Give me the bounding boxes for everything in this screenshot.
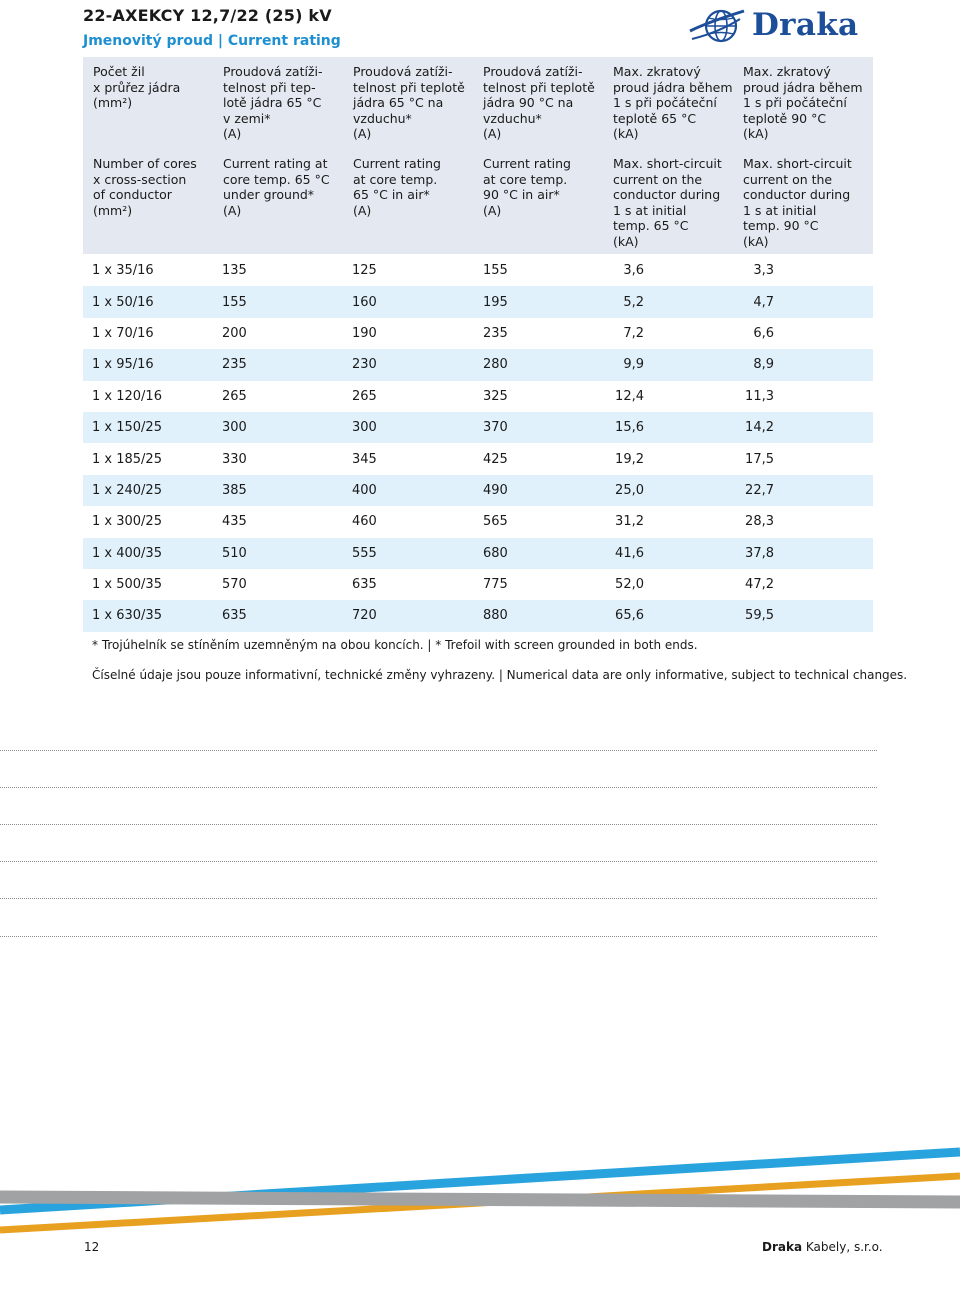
- cell-air-65: 345: [352, 451, 377, 467]
- cell-short-90: 11,3: [745, 388, 774, 404]
- header-cz-air-65: Proudová zatíži- telnost při teplotě jádra 65 °C na vzduchu* (A): [353, 64, 465, 142]
- cell-air-65: 720: [352, 608, 377, 624]
- cell-short-90: 3,3: [753, 263, 774, 279]
- header-en-ground-65: Current rating at core temp. 65 °C under ground* (A): [223, 156, 330, 218]
- cell-short-65: 25,0: [615, 482, 644, 498]
- table-row: [83, 349, 873, 380]
- table-row: [83, 255, 873, 286]
- cell-ground-65: 510: [222, 545, 247, 561]
- cell-air-65: 230: [352, 357, 377, 373]
- header-en-cores: Number of cores x cross-section of conductor (mm²): [93, 156, 197, 218]
- decorative-stripes: [0, 1140, 960, 1240]
- cell-air-90: 880: [483, 608, 508, 624]
- header-cz-cores: Počet žil x průřez jádra (mm²): [93, 64, 181, 111]
- cell-short-65: 19,2: [615, 451, 644, 467]
- cell-air-90: 235: [483, 325, 508, 341]
- cell-short-90: 37,8: [745, 545, 774, 561]
- document-subtitle: Jmenovitý proud | Current rating: [83, 33, 341, 49]
- cell-cores: 1 x 95/16: [92, 357, 154, 373]
- cell-cores: 1 x 300/25: [92, 514, 162, 530]
- header-cz-ground-65: Proudová zatíži- telnost při tep- lotě jádra 65 °C v zemi* (A): [223, 64, 323, 142]
- cell-short-65: 7,2: [623, 325, 644, 341]
- cell-short-65: 3,6: [623, 263, 644, 279]
- cell-short-90: 47,2: [745, 577, 774, 593]
- cell-ground-65: 200: [222, 325, 247, 341]
- cell-cores: 1 x 120/16: [92, 388, 162, 404]
- cell-air-90: 155: [483, 263, 508, 279]
- cell-air-65: 265: [352, 388, 377, 404]
- cell-short-90: 8,9: [753, 357, 774, 373]
- disclaimer-note: Číselné údaje jsou pouze informativní, technické změny vyhrazeny. | Numerical data are only informative, subject to technical changes.: [92, 668, 908, 682]
- logo-wordmark: Draka: [752, 7, 859, 43]
- cell-air-65: 555: [352, 545, 377, 561]
- cell-air-65: 300: [352, 420, 377, 436]
- cell-short-90: 17,5: [745, 451, 774, 467]
- cell-short-65: 9,9: [623, 357, 644, 373]
- table-header: [83, 57, 873, 254]
- cell-cores: 1 x 70/16: [92, 325, 154, 341]
- header-cz-short-65: Max. zkratový proud jádra během 1 s při počáteční teplotě 65 °C (kA): [613, 64, 733, 142]
- writing-line: [0, 824, 877, 825]
- cell-air-90: 490: [483, 482, 508, 498]
- table-row: [83, 538, 873, 569]
- cell-ground-65: 570: [222, 577, 247, 593]
- cell-short-65: 52,0: [615, 577, 644, 593]
- cell-short-65: 12,4: [615, 388, 644, 404]
- cell-short-90: 22,7: [745, 482, 774, 498]
- cell-cores: 1 x 630/35: [92, 608, 162, 624]
- cell-air-65: 125: [352, 263, 377, 279]
- cell-short-65: 5,2: [623, 294, 644, 310]
- writing-line: [0, 787, 877, 788]
- cell-air-65: 635: [352, 577, 377, 593]
- table-row: [83, 412, 873, 443]
- cell-ground-65: 635: [222, 608, 247, 624]
- draka-logo: [688, 4, 878, 46]
- header-cz-air-90: Proudová zatíži- telnost při teplotě jádra 90 °C na vzduchu* (A): [483, 64, 595, 142]
- cell-ground-65: 135: [222, 263, 247, 279]
- cell-air-90: 370: [483, 420, 508, 436]
- cell-short-90: 6,6: [753, 325, 774, 341]
- cell-ground-65: 265: [222, 388, 247, 404]
- table-row: [83, 600, 873, 631]
- cell-ground-65: 330: [222, 451, 247, 467]
- header-en-short-65: Max. short-circuit current on the conductor during 1 s at initial temp. 65 °C (kA): [613, 156, 722, 249]
- table-row: [83, 318, 873, 349]
- table-row: [83, 443, 873, 474]
- cell-short-65: 31,2: [615, 514, 644, 530]
- page-number: 12: [84, 1240, 100, 1254]
- writing-line: [0, 898, 877, 899]
- writing-line: [0, 861, 877, 862]
- globe-swoosh-icon: [688, 5, 746, 45]
- cell-air-65: 460: [352, 514, 377, 530]
- table-row: [83, 475, 873, 506]
- cell-ground-65: 300: [222, 420, 247, 436]
- table-row: [83, 506, 873, 537]
- cell-cores: 1 x 35/16: [92, 263, 154, 279]
- table-row: [83, 286, 873, 317]
- cell-air-65: 160: [352, 294, 377, 310]
- cell-ground-65: 235: [222, 357, 247, 373]
- cell-cores: 1 x 150/25: [92, 420, 162, 436]
- cell-air-90: 565: [483, 514, 508, 530]
- header-en-air-65: Current rating at core temp. 65 °C in air* (A): [353, 156, 441, 218]
- header-en-air-90: Current rating at core temp. 90 °C in air* (A): [483, 156, 571, 218]
- cell-short-90: 4,7: [753, 294, 774, 310]
- cell-ground-65: 385: [222, 482, 247, 498]
- trefoil-note: * Trojúhelník se stíněním uzemněným na obou koncích. | * Trefoil with screen grounded in both ends.: [92, 638, 698, 652]
- header-en-short-90: Max. short-circuit current on the conductor during 1 s at initial temp. 90 °C (kA): [743, 156, 852, 249]
- cell-short-65: 41,6: [615, 545, 644, 561]
- document-title: 22-AXEKCY 12,7/22 (25) kV: [83, 6, 332, 25]
- cell-cores: 1 x 185/25: [92, 451, 162, 467]
- cell-short-90: 28,3: [745, 514, 774, 530]
- cell-air-90: 775: [483, 577, 508, 593]
- cell-short-90: 59,5: [745, 608, 774, 624]
- cell-air-90: 325: [483, 388, 508, 404]
- table-row: [83, 381, 873, 412]
- cell-air-65: 400: [352, 482, 377, 498]
- cell-air-90: 280: [483, 357, 508, 373]
- cell-ground-65: 155: [222, 294, 247, 310]
- header-cz-short-90: Max. zkratový proud jádra během 1 s při počáteční teplotě 90 °C (kA): [743, 64, 863, 142]
- table-body: [83, 255, 873, 632]
- footer-company-name: Kabely, s.r.o.: [802, 1240, 883, 1254]
- cell-air-90: 195: [483, 294, 508, 310]
- cell-ground-65: 435: [222, 514, 247, 530]
- footer-company-brand: Draka: [762, 1240, 803, 1254]
- cell-air-90: 680: [483, 545, 508, 561]
- writing-line: [0, 936, 877, 937]
- footer-company: [762, 1240, 883, 1254]
- cell-cores: 1 x 50/16: [92, 294, 154, 310]
- cell-cores: 1 x 500/35: [92, 577, 162, 593]
- table-row: [83, 569, 873, 600]
- cell-cores: 1 x 240/25: [92, 482, 162, 498]
- cell-air-90: 425: [483, 451, 508, 467]
- writing-line: [0, 750, 877, 751]
- cell-air-65: 190: [352, 325, 377, 341]
- cell-cores: 1 x 400/35: [92, 545, 162, 561]
- cell-short-90: 14,2: [745, 420, 774, 436]
- cell-short-65: 65,6: [615, 608, 644, 624]
- cell-short-65: 15,6: [615, 420, 644, 436]
